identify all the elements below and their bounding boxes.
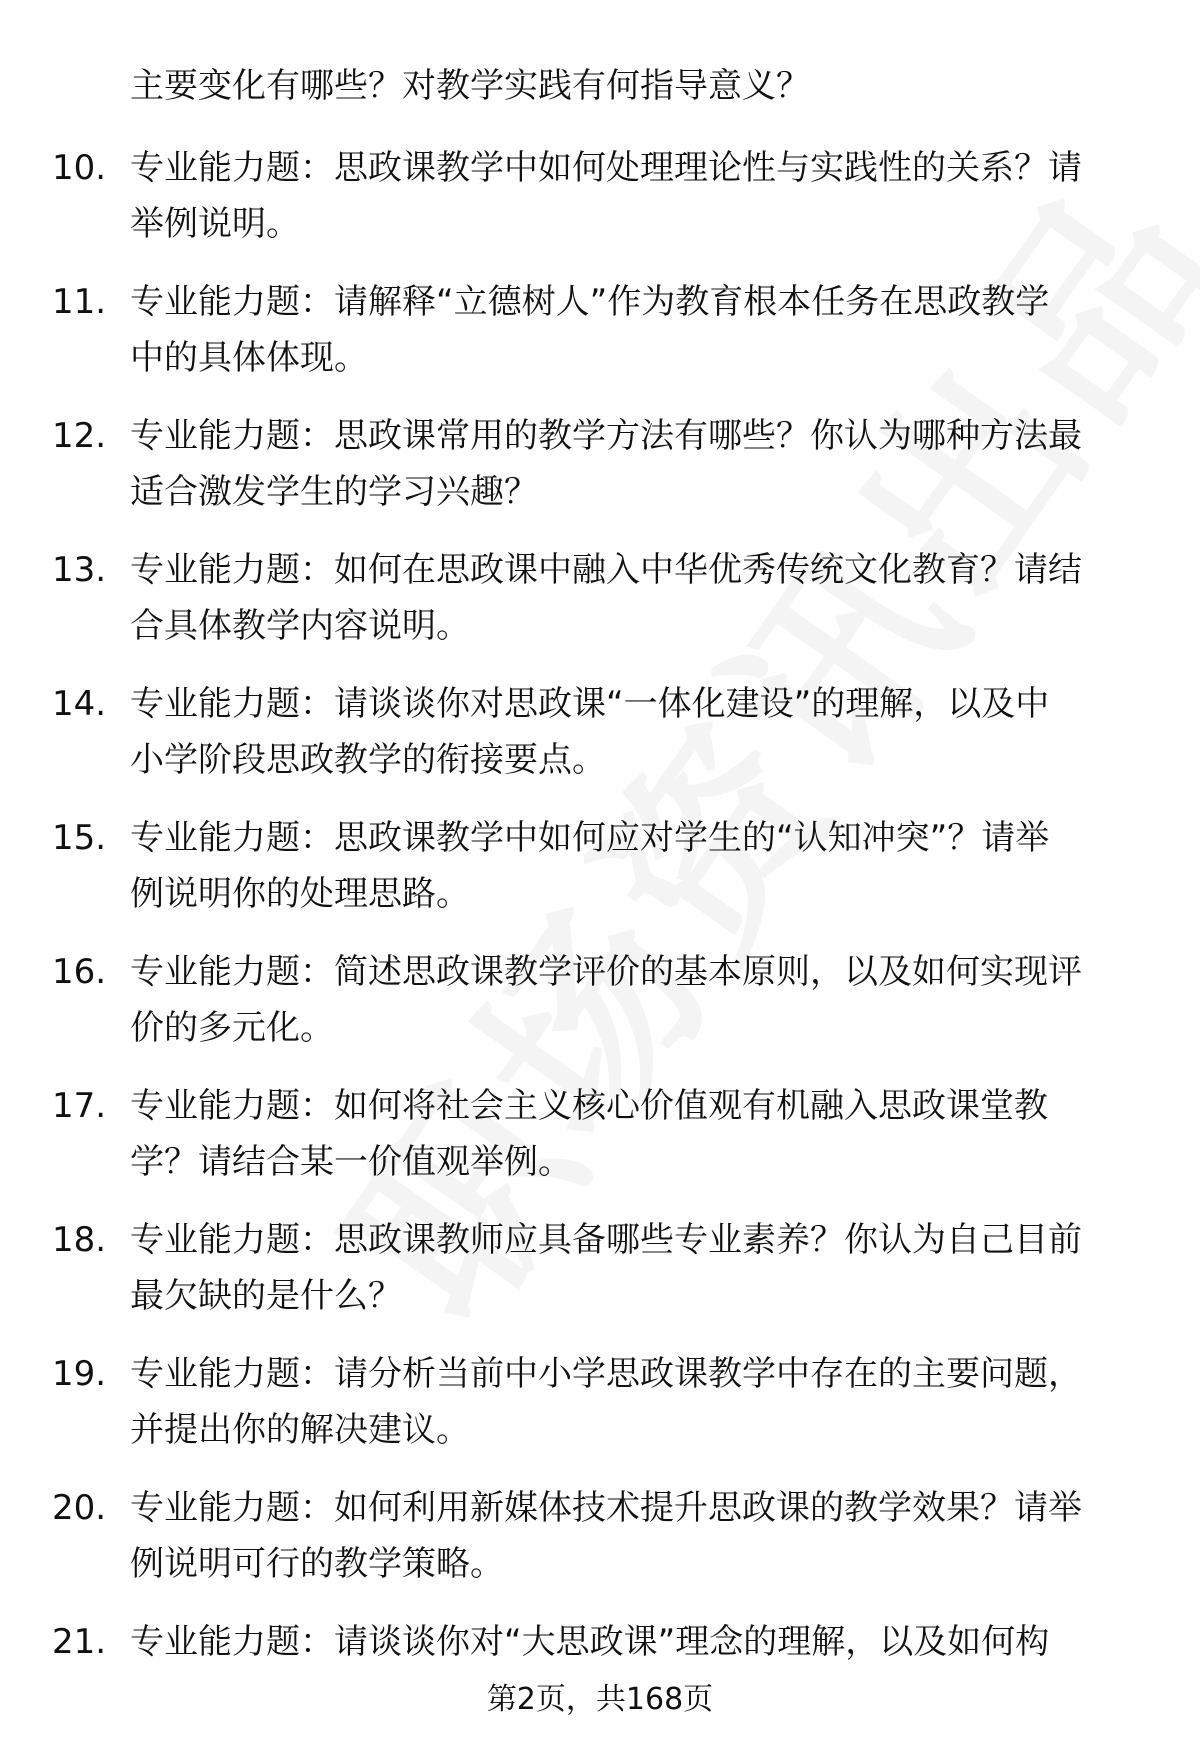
question-text — [130, 542, 1140, 654]
question-text — [130, 140, 1140, 252]
question-item — [0, 274, 1200, 408]
question-item — [0, 1078, 1200, 1212]
question-text — [130, 1346, 1140, 1458]
question-number: 15. — [52, 818, 107, 858]
question-text-line: 并提出你的解决建议。 — [130, 1410, 470, 1450]
question-text-line: 适合激发学生的学习兴趣？ — [130, 472, 538, 512]
question-item — [0, 140, 1200, 274]
continued-question-text: 主要变化有哪些？对教学实践有何指导意义？ — [130, 66, 810, 106]
question-text-line: 专业能力题：如何利用新媒体技术提升思政课的教学效果？请举 — [130, 1488, 1082, 1528]
question-number: 11. — [52, 282, 107, 322]
question-text — [130, 408, 1140, 520]
question-text-line: 价的多元化。 — [130, 1008, 334, 1048]
question-number: 20. — [52, 1488, 107, 1528]
question-text — [130, 810, 1140, 922]
question-text-line: 专业能力题：思政课常用的教学方法有哪些？你认为哪种方法最 — [130, 416, 1082, 456]
question-text-line: 最欠缺的是什么？ — [130, 1276, 402, 1316]
question-text-line: 学？请结合某一价值观举例。 — [130, 1142, 572, 1182]
question-number: 19. — [52, 1354, 107, 1394]
question-text-line: 专业能力题：思政课教学中如何应对学生的“认知冲突”？请举 — [130, 818, 1050, 858]
question-item — [0, 542, 1200, 676]
question-text-line: 专业能力题：请谈谈你对“大思政课”理念的理解，以及如何构 — [130, 1622, 1050, 1662]
question-text-line: 专业能力题：请解释“立德树人”作为教育根本任务在思政教学 — [130, 282, 1050, 322]
question-text-line: 专业能力题：如何在思政课中融入中华优秀传统文化教育？请结 — [130, 550, 1082, 590]
question-text-line: 专业能力题：如何将社会主义核心价值观有机融入思政课堂教 — [130, 1086, 1048, 1126]
question-text-line: 例说明你的处理思路。 — [130, 874, 470, 914]
question-text-line: 合具体教学内容说明。 — [130, 606, 470, 646]
question-text-line: 专业能力题：简述思政课教学评价的基本原则，以及如何实现评 — [130, 952, 1082, 992]
question-text-line: 专业能力题：思政课教学中如何处理理论性与实践性的关系？请 — [130, 148, 1082, 188]
question-text-line: 专业能力题：思政课教师应具备哪些专业素养？你认为自己目前 — [130, 1220, 1082, 1260]
question-number: 10. — [52, 148, 107, 188]
question-item — [0, 810, 1200, 944]
question-text — [130, 1480, 1140, 1592]
question-text-line: 专业能力题：请分析当前中小学思政课教学中存在的主要问题， — [130, 1354, 1082, 1394]
question-item — [0, 676, 1200, 810]
question-number: 12. — [52, 416, 107, 456]
question-list — [0, 140, 1200, 1748]
question-text — [130, 274, 1140, 386]
question-text — [130, 676, 1140, 788]
question-item — [0, 1212, 1200, 1346]
question-number: 16. — [52, 952, 107, 992]
question-item — [0, 1480, 1200, 1614]
question-item — [0, 944, 1200, 1078]
question-text — [130, 944, 1140, 1056]
question-text-line: 举例说明。 — [130, 204, 300, 244]
question-text — [130, 1212, 1140, 1324]
question-number: 13. — [52, 550, 107, 590]
question-text — [130, 1078, 1140, 1190]
question-text-line: 例说明可行的教学策略。 — [130, 1544, 504, 1584]
question-text-line: 专业能力题：请谈谈你对思政课“一体化建设”的理解，以及中 — [130, 684, 1050, 724]
question-item — [0, 1346, 1200, 1480]
question-text-line: 小学阶段思政教学的衔接要点。 — [130, 740, 606, 780]
question-number: 21. — [52, 1622, 107, 1662]
question-text — [130, 1614, 1140, 1670]
question-item — [0, 408, 1200, 542]
question-number: 18. — [52, 1220, 107, 1260]
question-text-line: 中的具体体现。 — [130, 338, 368, 378]
page-footer: 第2页，共168页 — [486, 1682, 714, 1717]
question-number: 17. — [52, 1086, 107, 1126]
question-number: 14. — [52, 684, 107, 724]
